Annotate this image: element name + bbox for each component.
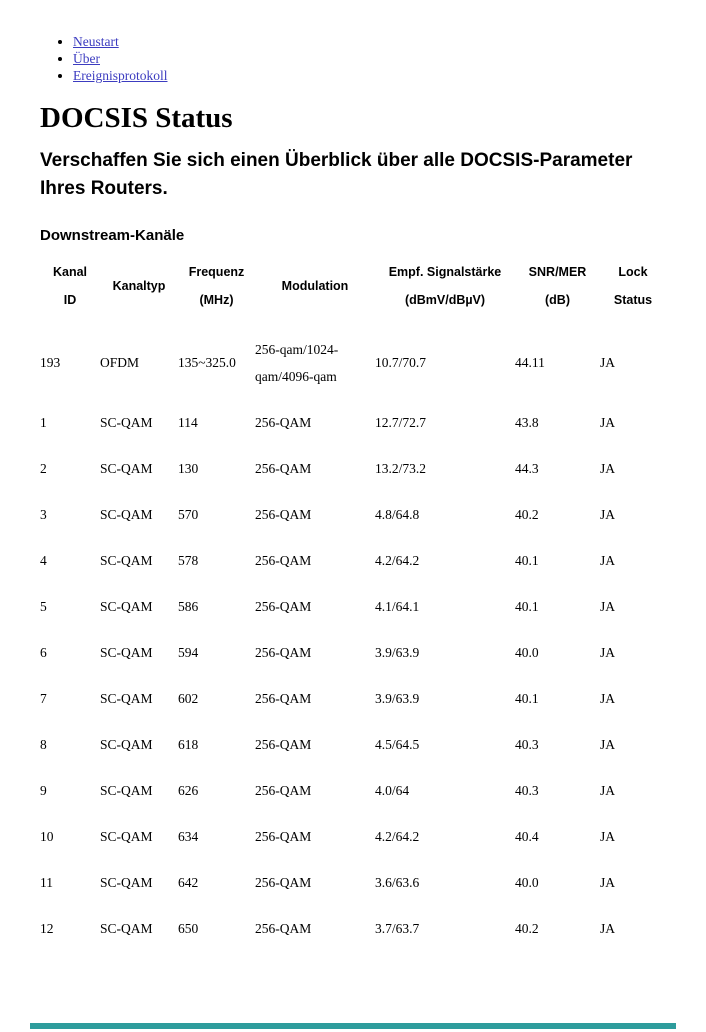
table-cell: JA (600, 414, 616, 430)
table-head (40, 252, 666, 326)
table-cell: 3.7/63.7 (375, 920, 420, 936)
table-cell: 256-qam/1024-qam/4096-qam (255, 341, 339, 384)
table-cell: SC-QAM (100, 920, 153, 936)
table-cell: 586 (178, 598, 199, 614)
table-cell: 578 (178, 552, 199, 568)
table-cell: 4.0/64 (375, 782, 410, 798)
column-header-5: SNR/MER (dB) (528, 265, 587, 307)
table-cell: JA (600, 920, 616, 936)
nav-item (73, 67, 666, 84)
table-cell: 256-QAM (255, 828, 312, 844)
table-cell: 642 (178, 874, 199, 890)
table-row (40, 491, 666, 537)
table-cell: 7 (40, 690, 47, 706)
table-cell: 114 (178, 414, 198, 430)
table-cell: 12.7/72.7 (375, 414, 427, 430)
table-cell: JA (600, 506, 616, 522)
table-cell: 135~325.0 (178, 355, 236, 370)
table-row (40, 905, 666, 951)
table-cell: 256-QAM (255, 552, 312, 568)
table-cell: 4.2/64.2 (375, 828, 420, 844)
table-cell: 13.2/73.2 (375, 460, 427, 476)
column-header-6: Lock Status (613, 265, 653, 307)
table-cell: 193 (40, 355, 61, 370)
table-row (40, 445, 666, 491)
table-cell: 3 (40, 506, 47, 522)
table-cell: 256-QAM (255, 414, 312, 430)
table-row (40, 629, 666, 675)
table-row (40, 399, 666, 445)
table-cell: SC-QAM (100, 782, 153, 798)
table-cell: 6 (40, 644, 47, 660)
table-cell: SC-QAM (100, 460, 153, 476)
table-cell: 570 (178, 506, 199, 522)
table-cell: 10.7/70.7 (375, 355, 427, 370)
page-title: DOCSIS Status (40, 102, 233, 134)
table-cell: SC-QAM (100, 644, 153, 660)
table-cell: 5 (40, 598, 47, 614)
column-header-4: Empf. Signalstärke (dBmV/dBµV) (388, 265, 502, 307)
table-cell: 9 (40, 782, 47, 798)
table-cell: 256-QAM (255, 506, 312, 522)
table-row (40, 813, 666, 859)
table-cell: 650 (178, 920, 199, 936)
table-cell: JA (600, 355, 616, 370)
table-cell: 40.3 (515, 736, 539, 752)
table-cell: 1 (40, 414, 47, 430)
nav-item (73, 33, 666, 50)
table-cell: 256-QAM (255, 644, 312, 660)
table-cell: 40.0 (515, 874, 539, 890)
table-cell: SC-QAM (100, 874, 153, 890)
table-cell: 4.8/64.8 (375, 506, 420, 522)
table-cell: JA (600, 736, 616, 752)
table-cell: JA (600, 782, 616, 798)
table-cell: 40.1 (515, 598, 539, 614)
table-row (40, 721, 666, 767)
section-accent-bar (30, 1023, 676, 1029)
table-cell: 634 (178, 828, 199, 844)
table-row (40, 537, 666, 583)
table-cell: 40.1 (515, 690, 539, 706)
table-cell: 4.2/64.2 (375, 552, 420, 568)
table-row (40, 859, 666, 905)
table-cell: SC-QAM (100, 828, 153, 844)
table-cell: 256-QAM (255, 920, 312, 936)
table-header-row (40, 252, 666, 326)
table-cell: 594 (178, 644, 199, 660)
table-cell: 256-QAM (255, 736, 312, 752)
table-cell: 626 (178, 782, 199, 798)
table-cell: OFDM (100, 355, 140, 370)
nav-link-neustart[interactable]: Neustart (73, 34, 119, 49)
table-cell: 256-QAM (255, 874, 312, 890)
table-cell: SC-QAM (100, 414, 153, 430)
table-cell: JA (600, 644, 616, 660)
table-cell: 40.2 (515, 506, 539, 522)
table-row (40, 326, 666, 399)
table-cell: 40.3 (515, 782, 539, 798)
table-cell: 4.1/64.1 (375, 598, 420, 614)
table-cell: SC-QAM (100, 598, 153, 614)
nav-link-ereignisprotokoll[interactable]: Ereignisprotokoll (73, 68, 168, 83)
page-subtitle: Verschaffen Sie sich einen Überblick über alle DOCSIS-Parameter Ihres Routers. (40, 150, 633, 199)
table-cell: 3.6/63.6 (375, 874, 420, 890)
table-cell: JA (600, 460, 616, 476)
table-cell: 40.0 (515, 644, 539, 660)
table-cell: 40.1 (515, 552, 539, 568)
table-row (40, 583, 666, 629)
table-cell: 256-QAM (255, 598, 312, 614)
section-title-downstream: Downstream-Kanäle (40, 227, 185, 244)
column-header-0: Kanal ID (52, 265, 88, 307)
table-cell: 256-QAM (255, 690, 312, 706)
table-cell: 44.11 (515, 355, 545, 370)
table-cell: SC-QAM (100, 736, 153, 752)
table-cell: SC-QAM (100, 506, 153, 522)
table-cell: 130 (178, 460, 199, 476)
table-cell: JA (600, 874, 616, 890)
table-cell: 256-QAM (255, 460, 312, 476)
nav-item (73, 50, 666, 67)
table-cell: 43.8 (515, 414, 539, 430)
downstream-channels-table (40, 252, 666, 951)
table-cell: JA (600, 828, 616, 844)
table-cell: JA (600, 598, 616, 614)
table-cell: 3.9/63.9 (375, 690, 420, 706)
table-cell: 40.2 (515, 920, 539, 936)
table-cell: 8 (40, 736, 47, 752)
table-cell: 4 (40, 552, 47, 568)
column-header-3: Modulation (281, 279, 349, 293)
table-cell: 44.3 (515, 460, 539, 476)
table-row (40, 675, 666, 721)
table-cell: 256-QAM (255, 782, 312, 798)
table-cell: SC-QAM (100, 690, 153, 706)
table-cell: 602 (178, 690, 199, 706)
nav-link-ueber[interactable]: Über (73, 51, 100, 66)
table-cell: 12 (40, 920, 54, 936)
table-body (40, 326, 666, 951)
table-cell: 10 (40, 828, 54, 844)
table-row (40, 767, 666, 813)
table-cell: 4.5/64.5 (375, 736, 420, 752)
nav-list (40, 33, 666, 84)
table-cell: 2 (40, 460, 47, 476)
table-cell: SC-QAM (100, 552, 153, 568)
table-cell: JA (600, 690, 616, 706)
column-header-2: Frequenz (MHz) (188, 265, 245, 307)
table-cell: 618 (178, 736, 199, 752)
table-cell: 3.9/63.9 (375, 644, 420, 660)
column-header-1: Kanaltyp (112, 279, 166, 293)
table-cell: 11 (40, 874, 53, 890)
table-cell: JA (600, 552, 616, 568)
table-cell: 40.4 (515, 828, 539, 844)
